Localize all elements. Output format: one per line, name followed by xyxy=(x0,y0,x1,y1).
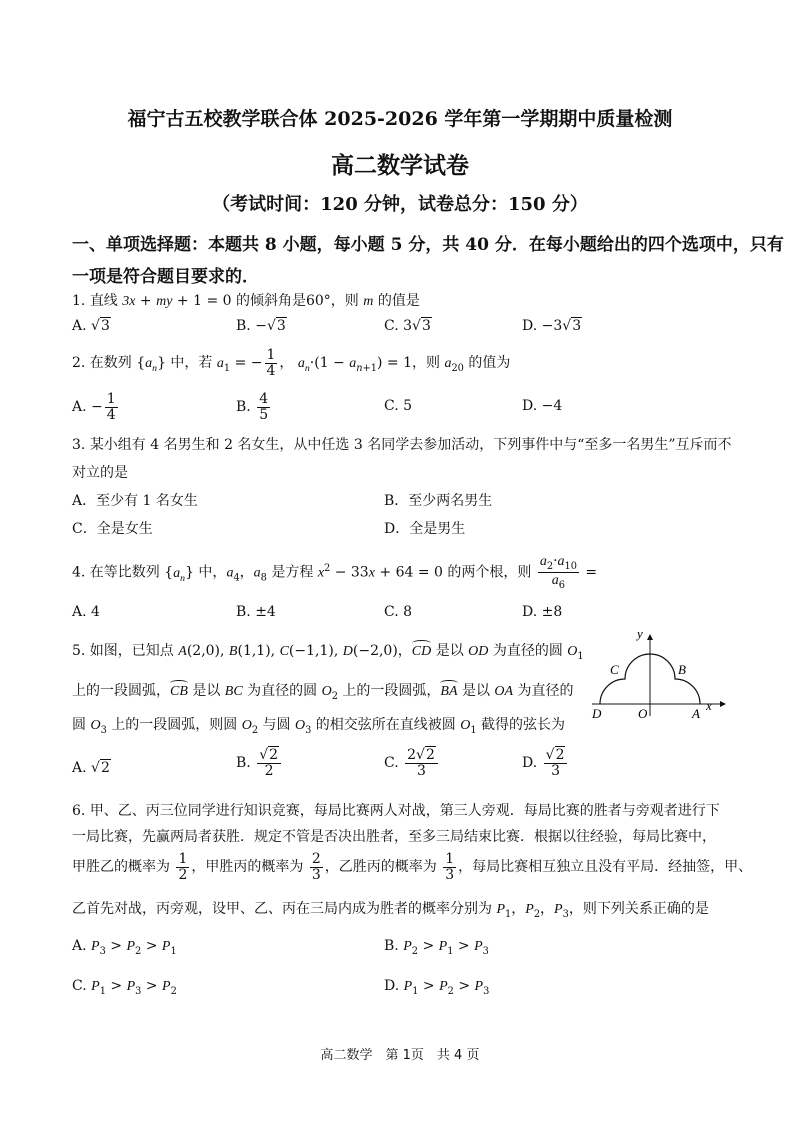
x-axis-arrow-icon xyxy=(720,701,726,707)
page-footer: 高二数学 第 1页 共 4 页 xyxy=(320,1048,480,1063)
question-3-line1: 3. 某小组有 4 名男生和 2 名女生，从中任选 3 名同学去参加活动，下列事件中与“至多一名男生”互斥而不 xyxy=(72,437,732,453)
question-5-line1: 5. 如图，已知点 A(2,0), B(1,1), C(−1,1), D(−2,0)，CD 是以 OD 为直径的圆 $O_1$ xyxy=(72,643,584,662)
q5-figure xyxy=(588,624,728,720)
q5-option-b: B. $\frac{√2}{2}$ xyxy=(236,748,283,778)
question-6-line2: 一局比赛，先赢两局者获胜．规定不管是否决出胜者，至多三局结束比赛．根据以往经验，每局比赛中， xyxy=(72,829,716,845)
q5-option-c: C. $\frac{2√2}{3}$ xyxy=(384,748,440,778)
q1-option-b: B. −√3 xyxy=(236,318,286,334)
q6-option-d: D. $P_1 > P_2 > P_3$ xyxy=(384,978,490,997)
question-6-line1: 6. 甲、乙、丙三位同学进行知识竞赛，每局比赛两人对战，第三人旁观．每局比赛的胜者与旁观者进行下 xyxy=(72,803,720,819)
q2-option-a: A. − $\frac{1}{4}$ xyxy=(72,391,116,423)
q3-option-b: B．至少两名男生 xyxy=(384,493,493,509)
section-heading-line1: 一、单项选择题：本题共 8 小题，每小题 5 分，共 40 分．在每小题给出的四个选项中，只有 xyxy=(72,235,784,255)
q3-option-c: C．全是女生 xyxy=(72,521,153,537)
q4-option-b: B. ±4 xyxy=(236,604,276,620)
question-6-line3: 甲胜乙的概率为 $\frac{1}{2}$ ，甲胜丙的概率为 $\frac{2}{3}$ ，乙胜丙的概率为 $\frac{1}{3}$ ，每局比赛相互独立且没有平局．经抽签，甲、 xyxy=(72,851,753,883)
question-3-line2: 对立的是 xyxy=(72,465,128,481)
q3-option-a: A．至少有 1 名女生 xyxy=(72,493,198,509)
q6-option-a: A. $P_3 > P_2 > P_1$ xyxy=(72,938,177,957)
label-o: O xyxy=(638,706,648,720)
question-5-line3: 圆 $O_3$ 上的一段圆弧，则圆 $O_2$ 与圆 $O_3$ 的相交弦所在直线被圆 $O_1$ 截得的弦长为 xyxy=(72,717,566,736)
exam-title: 福宁古五校教学联合体 2025-2026 学年第一学期期中质量检测 xyxy=(127,108,673,130)
q2-option-d: D. −4 xyxy=(522,398,563,414)
q4-option-d: D. ±8 xyxy=(522,604,563,620)
label-b: B xyxy=(678,662,686,677)
q2-option-c: C. 5 xyxy=(384,398,413,414)
y-axis-arrow-icon xyxy=(647,634,653,640)
q4-option-c: C. 8 xyxy=(384,604,413,620)
exam-subtitle: 高二数学试卷 xyxy=(331,152,469,179)
q5-option-d: D. $\frac{√2}{3}$ xyxy=(522,748,569,778)
label-a: A xyxy=(692,706,700,720)
q6-option-c: C. $P_1 > P_3 > P_2$ xyxy=(72,978,177,997)
q2-option-b: B. $\frac{4}{5}$ xyxy=(236,391,269,423)
q3-option-d: D．全是男生 xyxy=(384,521,466,537)
q6-option-b: B. $P_2 > P_1 > P_3$ xyxy=(384,938,489,957)
question-2: 2. 在数列 $\{a_n\}$ 中，若 $a_1$ = − $\frac{1}{4}$ ， $a_n\cdot(1 - a_{n+1}) = 1$，则 $a_{20}$ 的值为 xyxy=(72,347,511,379)
label-y: y xyxy=(637,626,643,641)
q1-option-c: C. 3√3 xyxy=(384,318,431,334)
question-5-line2: 上的一段圆弧，CB 是以 BC 为直径的圆 $O_2$ 上的一段圆弧，BA 是以 OA 为直径的 xyxy=(72,683,574,702)
label-d: D xyxy=(592,706,602,720)
q4-option-a: A. 4 xyxy=(72,604,100,620)
question-1: 1. 直线 3x + my + 1 = 0 的倾斜角是60°，则 m 的值是 xyxy=(72,293,420,309)
q1-option-a: A. √3 xyxy=(72,318,110,334)
label-c: C xyxy=(610,662,619,677)
question-4: 4. 在等比数列 $\{a_n\}$ 中，$a_4$，$a_8$ 是方程 $x^2 - 33x + 64 = 0$ 的两个根，则 $\frac{a_2\cdot a_{10}}{a_6}$ = xyxy=(72,553,598,591)
section-heading-line2: 一项是符合题目要求的． xyxy=(72,267,259,287)
question-6-line4: 乙首先对战，丙旁观，设甲、乙、丙在三局内成为胜者的概率分别为 $P_1$，$P_2$，$P_3$，则下列关系正确的是 xyxy=(72,901,709,920)
label-x: x xyxy=(706,698,712,713)
exam-info: （考试时间：120 分钟，试卷总分：150 分） xyxy=(212,194,588,215)
q1-option-d: D. −3√3 xyxy=(522,318,582,334)
q5-option-a: A. √2 xyxy=(72,760,110,776)
